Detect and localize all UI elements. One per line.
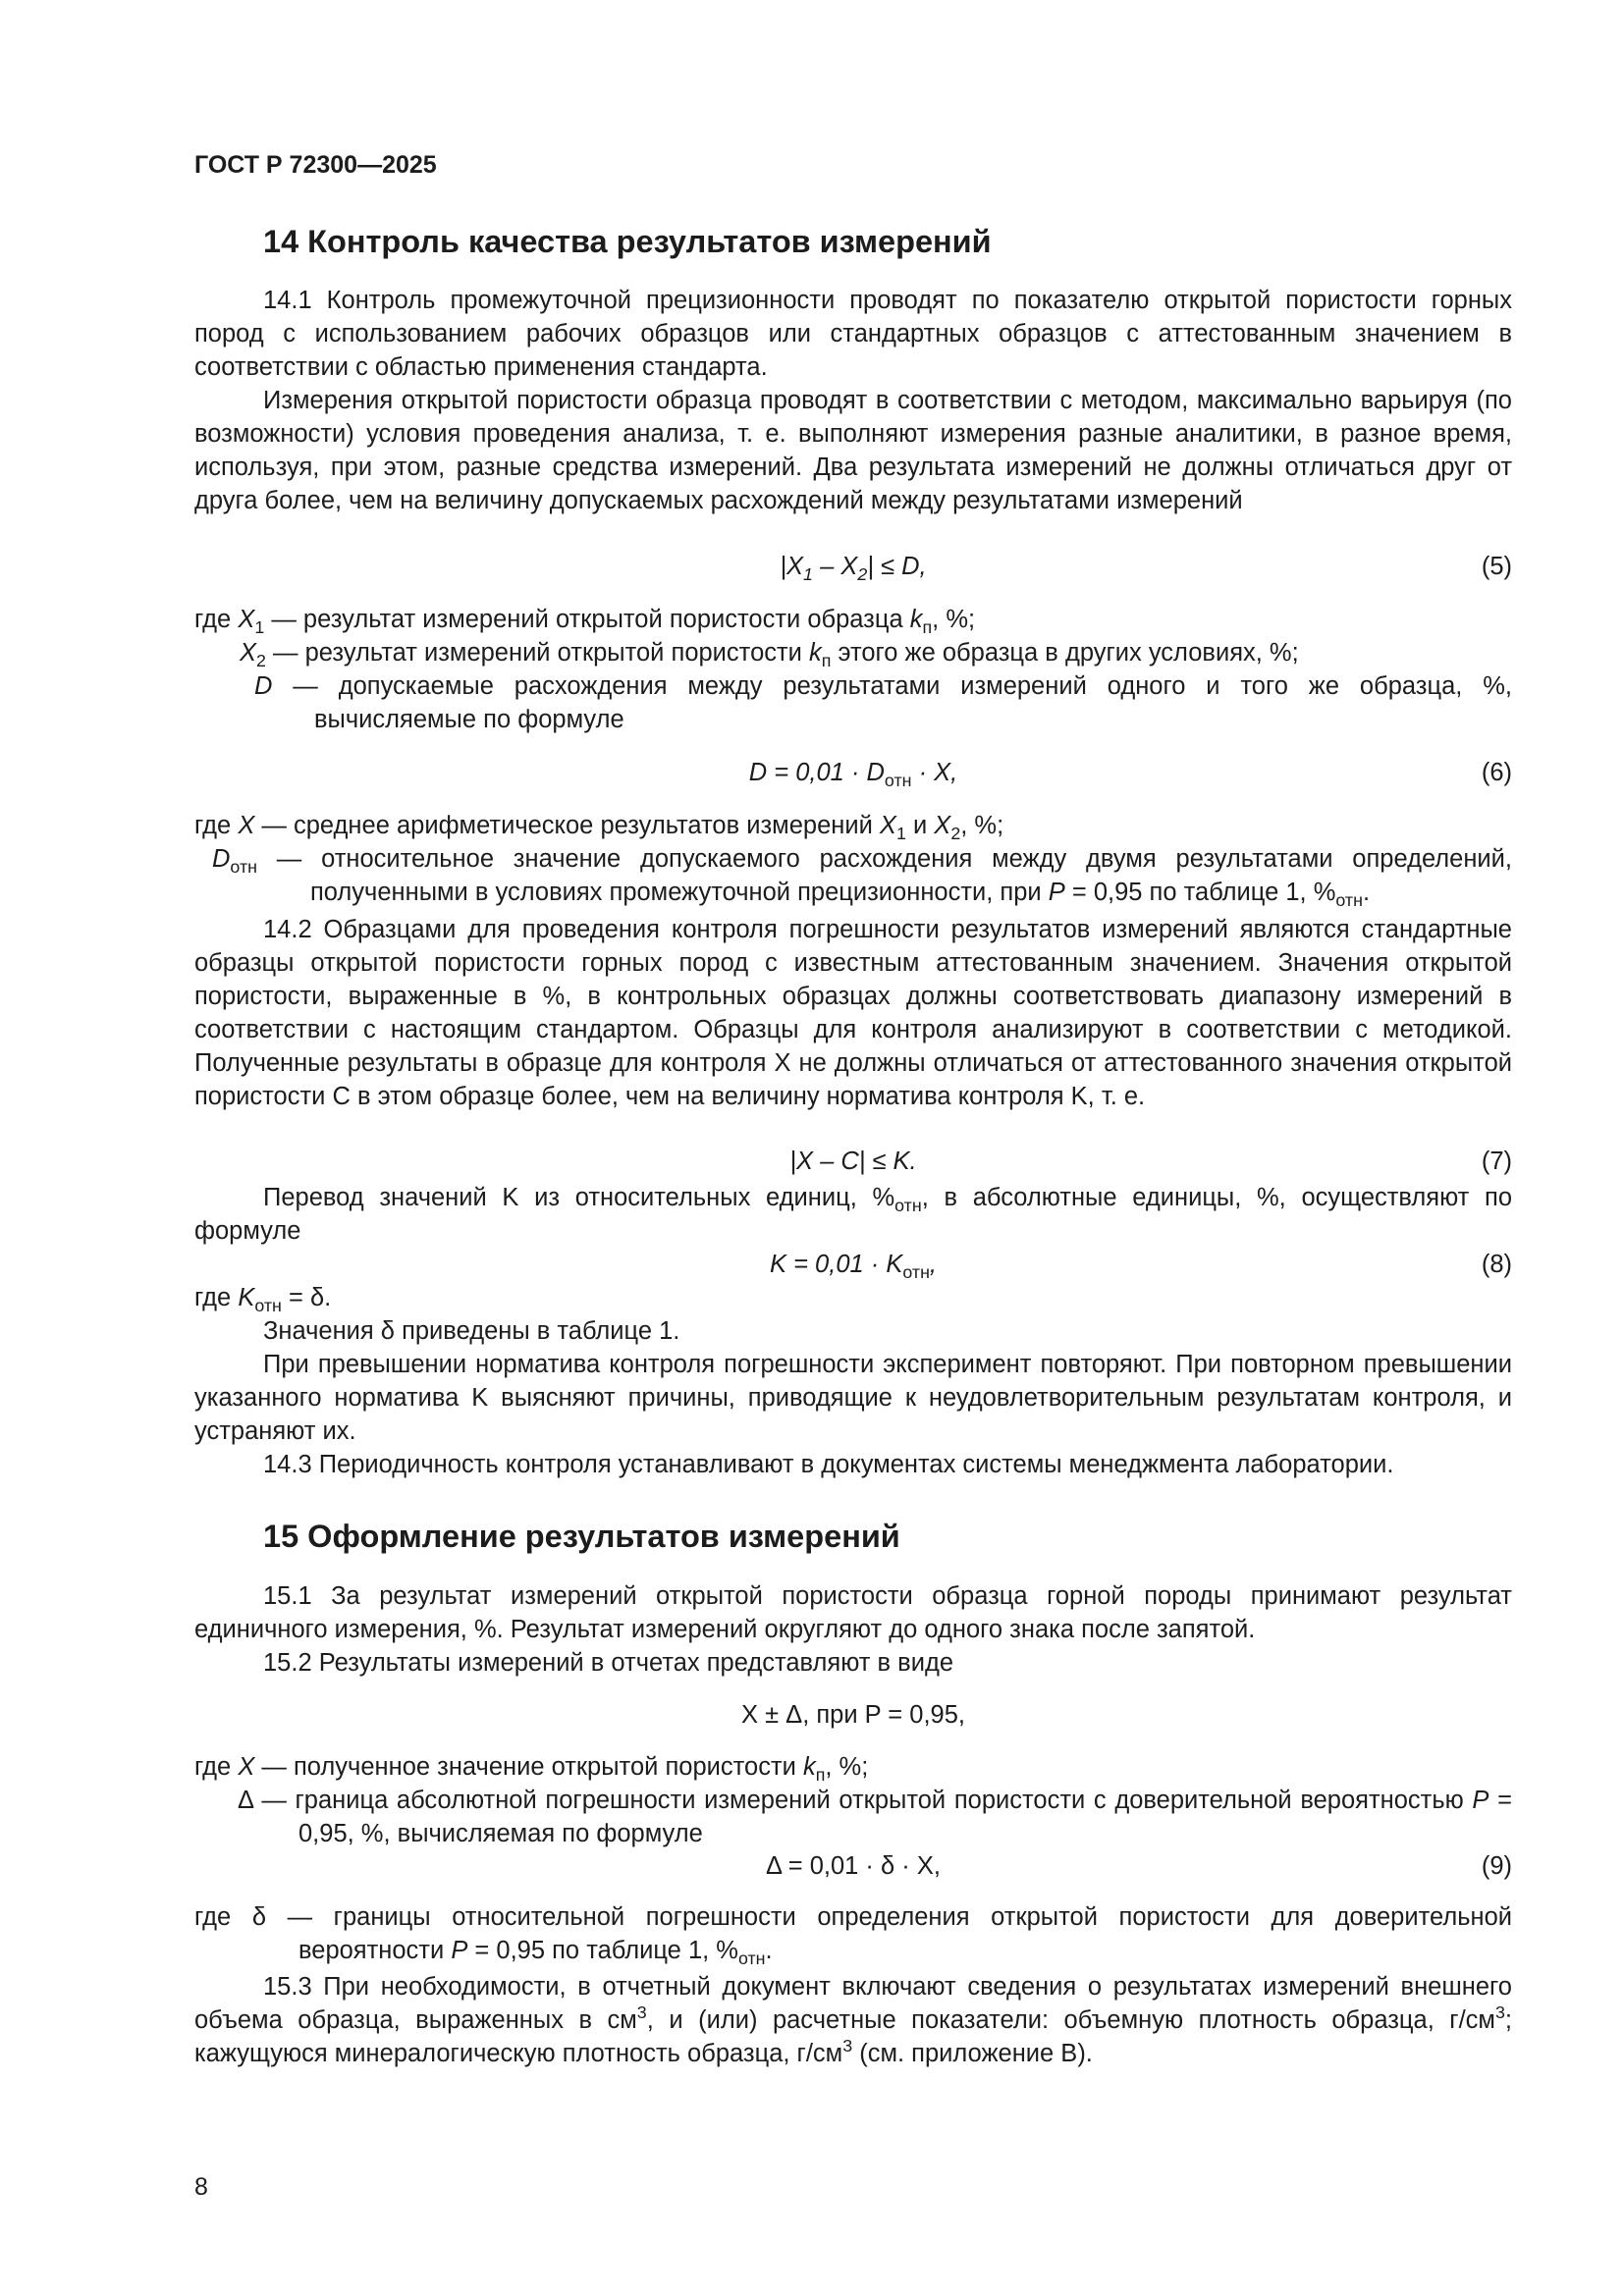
paragraph-exceed: При превышении норматива контроля погрешности эксперимент повторяют. При повторном превышении указанного норматива K выясняют причины, приводящие к неудовлетворительным результатам контроля, и устраняют их. [194,1351,1512,1445]
formula-9 [194,1849,1512,1883]
formula-5 [194,550,1512,583]
formula-6-number: (6) [1481,759,1512,786]
formula-9-expression: Δ = 0,01 · δ · X, [766,1852,941,1880]
formula-6-expression: $D = 0,01 \cdot D_{отн} \cdot X$, [748,759,958,791]
formula-7 [194,1145,1512,1178]
formula-6 [194,756,1512,789]
paragraph-delta-values: Значения δ приведены в таблице 1. [263,1317,680,1345]
paragraph-15-3: 15.3 При необходимости, в отчетный документ включают сведения о результатах измерений внешнего объема образца, выраженных в $см^3$, и (или) расчетные показатели: объемную плотность образца, $г/см^3$; кажущуюся минералогическую плотность образца, $г/см^3$ (см. приложение В). [194,1973,1512,2067]
formula-7-expression: |X – C| ≤ K. [789,1148,917,1175]
section-14-title: 14 Контроль качества результатов измерений [263,224,992,259]
where-delta-rel: где δ — границы относительной погрешности определения открытой пористости для доверительной вероятности P = 0,95 по таблице 1, $\%_{отн}$. [194,1903,1512,1969]
paragraph-15-1: 15.1 За результат измерений открытой пористости образца горной породы принимают результат единичного измерения, %. Результат измерений округляют до одного знака после запятой. [194,1582,1512,1643]
formula-5-expression: $|X_1 - X_2| \le D$, [780,553,927,585]
section-15-title: 15 Оформление результатов измерений [263,1519,900,1554]
formula-8-expression: $K = 0,01 \cdot K_{отн}$, [769,1251,938,1283]
page-number: 8 [194,2173,208,2201]
where-x-mean: где X — среднее арифметическое результатов измерений $X_1$ и $X_2$, %; [194,812,1004,844]
formula-result-form [194,1698,1512,1732]
where-x1: где $X_1$ — результат измерений открытой пористости образца $k_п$, %; [194,606,976,638]
paragraph-14-1: 14.1 Контроль промежуточной прецизионности проводят по показателю открытой пористости горных пород с использованием рабочих образцов или стандартных образцов с аттестованным значением в соответствии с областью применения стандарта. [194,287,1512,381]
paragraph-measurement-conditions: Измерения открытой пористости образца проводят в соответствии с методом, максимально варьируя (по возможности) условия проведения анализа, т. е. выполняют измерения разные аналитики, в разное время, используя, при этом, разные средства измерений. Два результата измерений не должны отличаться друг от друга более, чем на величину допускаемых расхождений между результатами измерений [194,387,1512,514]
formula-result-expression: X ± Δ, при P = 0,95, [740,1701,966,1729]
paragraph-15-2: 15.2 Результаты измерений в отчетах представляют в виде [263,1649,954,1677]
where-block-9 [194,1900,1512,1967]
where-delta-abs: Δ — граница абсолютной погрешности измерений открытой пористости с доверительной вероятностью P = 0,95, %, вычисляемая по формуле [238,1787,1513,1847]
formula-9-number: (9) [1481,1852,1512,1880]
where-block-8: где $K_{отн} = \delta$. [194,1284,332,1316]
where-block-5 [194,603,1512,736]
paragraph-conversion: Перевод значений K из относительных единиц, $\%_{отн}$, в абсолютные единицы, %, осуществляют по формуле [194,1184,1512,1245]
paragraph-14-2: 14.2 Образцами для проведения контроля погрешности результатов измерений являются стандартные образцы открытой пористости горных пород с известным аттестованным значением. Значения открытой пористости, выраженные в %, в контрольных образцах должны соответствовать диапазону измерений в соответствии с настоящим стандартом. Образцы для контроля анализируют в соответствии с методикой. Полученные результаты в образце для контроля X не должны отличаться от аттестованного значения открытой пористости C в этом образце более, чем на величину норматива контроля K, т. е. [194,916,1512,1110]
where-d: D — допускаемые расхождения между результатами измерений одного и того же образца, %, вычисляемые по формуле [254,672,1512,733]
formula-5-number: (5) [1481,553,1512,580]
where-x2: $X_2$ — результат измерений открытой пористости $k_п$ этого же образца в других условиях, %; [240,639,1299,671]
document-code-header: ГОСТ Р 72300—2025 [194,151,437,179]
formula-8 [194,1248,1512,1281]
where-d-rel: $D_{отн}$ — относительное значение допускаемого расхождения между двумя результатами определений, полученными в условиях промежуточной прецизионности, при P = 0,95 по таблице 1, $\%_{отн}$. [212,845,1512,911]
where-block-form [194,1750,1512,1850]
where-block-6 [194,809,1512,909]
formula-7-number: (7) [1481,1148,1512,1175]
paragraph-14-3: 14.3 Периодичность контроля устанавливают в документах системы менеджмента лаборатории. [263,1451,1394,1478]
where-x-result: где X — полученное значение открытой пористости $k_п$, %; [194,1753,869,1786]
formula-8-number: (8) [1481,1251,1512,1278]
